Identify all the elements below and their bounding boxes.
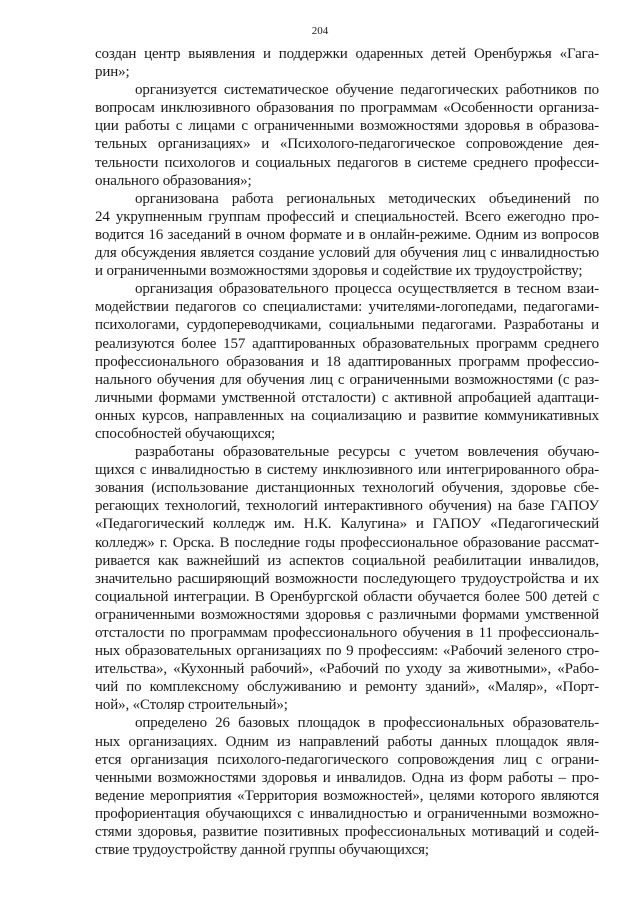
text-line: профессионального образования и 18 адаптированных программ профессио- xyxy=(95,353,599,370)
text-line: тельных организациях» и «Психолого-педагогическое сопровождение дея- xyxy=(95,136,599,153)
text-line: ной», «Столяр строительный»; xyxy=(95,697,288,714)
text-line: нального обучения для обучения лиц с ограниченными возможностями (с раз- xyxy=(95,371,599,388)
text-line: ции работы с лицами с ограниченными возможностями здоровья в образова- xyxy=(95,118,599,135)
text-line: определено 26 базовых площадок в профессиональных образователь- xyxy=(135,715,599,732)
text-line: «Педагогический колледж им. Н.К. Калугина» и ГАПОУ «Педагогический xyxy=(95,516,599,533)
paragraph xyxy=(95,81,599,190)
text-line: ограниченными возможностями здоровья с различными формами умственной xyxy=(95,606,599,623)
text-line: ведение мероприятия «Территория возможностей», целями которого являются xyxy=(95,787,599,804)
text-line: отсталости по программам профессионального обучения в 11 профессиональ- xyxy=(95,625,599,641)
text-line: психологами, сурдопереводчиками, социальными педагогами. Разработаны и xyxy=(95,317,599,334)
text-line: реализуются более 157 адаптированных образовательных программ среднего xyxy=(95,335,599,352)
text-line: ствие трудоустройству данной группы обучающихся; xyxy=(95,842,429,859)
text-line: социальной интеграции. В Оренбургской области обучается более 500 детей с xyxy=(95,588,599,605)
text-line: создан центр выявления и поддержки одаренных детей Оренбуржья «Гага- xyxy=(95,46,599,62)
paragraph xyxy=(95,45,599,81)
text-line: зования (использование дистанционных технологий обучения, здоровье сбе- xyxy=(95,480,599,497)
text-line: рин»; xyxy=(95,64,130,81)
text-line: организуется систематическое обучение педагогических работников по xyxy=(135,82,599,99)
paragraph xyxy=(95,280,599,443)
text-line: ительства», «Кухонный рабочий», «Рабочий по уходу за животными», «Рабо- xyxy=(95,661,599,678)
text-line: регающих технологий, технологий интерактивного обучения) на базе ГАПОУ xyxy=(95,498,599,515)
text-line: профориентация обучающихся с инвалидностью и ограниченными возможно- xyxy=(95,805,599,822)
text-line: модействии педагогов со специалистами: учителями-логопедами, педагогами- xyxy=(95,299,599,316)
text-line: личными формами умственной отсталости) с активной апробацией адаптаци- xyxy=(95,389,599,406)
page-number: 204 xyxy=(311,25,329,37)
text-line: вопросам инклюзивного образования по программам «Особенности организа- xyxy=(95,100,599,117)
text-line: и ограниченными возможностями здоровья и содействие их трудоустройству; xyxy=(95,263,583,280)
text-line: значительно расширяющий возможности последующего трудоустройства и их xyxy=(95,570,599,587)
text-line: 24 укрупненным группам профессий и специальностей. Всего ежегодно про- xyxy=(95,208,599,225)
text-line: водится 16 заседаний в очном формате и в онлайн-режиме. Одним из вопросов xyxy=(95,226,599,243)
text-line: организация образовательного процесса осуществляется в тесном взаи- xyxy=(135,281,599,298)
text-line: ных организациях. Одним из направлений работы данных площадок явля- xyxy=(95,733,599,750)
text-line: щихся с инвалидностью в систему инклюзивного или интегрированного обра- xyxy=(95,462,599,479)
text-line: стями здоровья, развитие позитивных профессиональных мотиваций и содей- xyxy=(95,824,599,841)
text-line: онального образования»; xyxy=(95,172,252,189)
text-line: колледж» г. Орска. В последние годы профессиональное образование рассмат- xyxy=(95,534,599,551)
text-line: способностей обучающихся; xyxy=(95,425,275,442)
text-line: онных курсов, направленных на социализацию и развитие коммуникативных xyxy=(95,407,599,424)
text-line: ных образовательных организациях по 9 профессиям: «Рабочий зеленого стро- xyxy=(95,643,599,660)
paragraph xyxy=(95,190,599,280)
text-line: для обсуждения является создание условий для обучения лиц с инвалидностью xyxy=(95,245,599,262)
text-line: чий по комплексному обслуживанию и ремонту зданий», «Маляр», «Порт- xyxy=(95,679,599,696)
text-line: ривается как важнейший из аспектов социальной реабилитации инвалидов, xyxy=(95,552,599,569)
text-line: тельности психологов и социальных педагогов в системе среднего професси- xyxy=(95,154,599,171)
paragraph xyxy=(95,714,599,859)
paragraph xyxy=(95,443,599,714)
text-line: разработаны образовательные ресурсы с учетом вовлечения обучаю- xyxy=(135,444,599,461)
text-line: организована работа региональных методических объединений по xyxy=(135,190,599,207)
text-line: ется организация психолого-педагогического сопровождения лиц с ограни- xyxy=(95,751,599,768)
text-line: ченными возможностями здоровья и инвалидов. Одна из форм работы – про- xyxy=(95,769,599,786)
body-text xyxy=(95,45,599,859)
